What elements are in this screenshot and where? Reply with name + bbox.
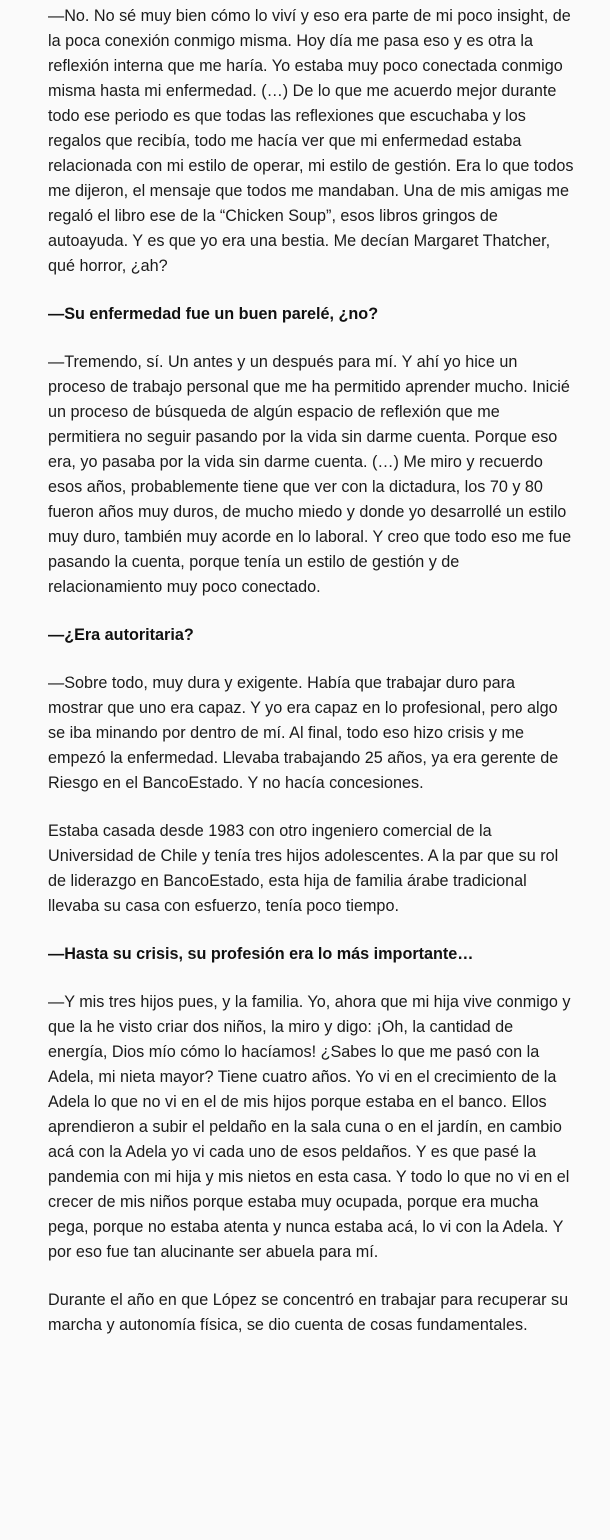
answer-paragraph: —Y mis tres hijos pues, y la familia. Yo, ahora que mi hija vive conmigo y que la he visto criar dos niños, la miro y digo: ¡Oh, la cantidad de energía, Dios mío cómo lo hacíamos! ¿Sabes lo que me pasó con la Adela, mi nieta mayor? Tiene cuatro años. Yo vi en el crecimiento de la Adela lo que no vi en el de mis hijos porque estaba en el banco. Ellos aprendieron a subir el peldaño en la sala cuna o en el jardín, en cambio acá con la Adela yo vi cada uno de esos peldaños. Y es que pasé la pandemia con mi hija y mis nietos en esta casa. Y todo lo que no vi en el crecer de mis niños porque estaba muy ocupada, porque era mucha pega, porque no estaba atenta y nunca estaba acá, lo vi con la Adela. Y por eso fue tan alucinante ser abuela para mí. (48, 993, 571, 1261)
answer-paragraph: —Tremendo, sí. Un antes y un después para mí. Y ahí yo hice un proceso de trabajo personal que me ha permitido aprender mucho. Inicié un proceso de búsqueda de algún espacio de reflexión que me permitiera no seguir pasando por la vida sin darme cuenta. Porque eso era, yo pasaba por la vida sin darme cuenta. (…) Me miro y recuerdo esos años, probablemente tiene que ver con la dictadura, los 70 y 80 fueron años muy duros, de mucho miedo y donde yo desarrollé un estilo muy duro, también muy acorde en lo laboral. Y creo que todo eso me fue pasando la cuenta, porque tenía un estilo de gestión y de relacionamiento muy poco conectado. (48, 353, 572, 596)
narrative-paragraph: Durante el año en que López se concentró en trabajar para recuperar su marcha y autonomía física, se dio cuenta de cosas fundamentales. (48, 1291, 569, 1334)
answer-paragraph: —No. No sé muy bien cómo lo viví y eso era parte de mi poco insight, de la poca conexión conmigo misma. Hoy día me pasa eso y es otra la reflexión interna que me haría. Yo estaba muy poco conectada conmigo misma hasta mi enfermedad. (…) De lo que me acuerdo mejor durante todo ese periodo es que todas las reflexiones que escuchaba y los regalos que recibía, todo me hacía ver que mi enfermedad estaba relacionada con mi estilo de operar, mi estilo de gestión. Era lo que todos me dijeron, el mensaje que todos me mandaban. Una de mis amigas me regaló el libro ese de la “Chicken Soup”, esos libros gringos de autoayuda. Y es que yo era una bestia. Me decían Margaret Thatcher, qué horror, ¿ah? (48, 7, 574, 275)
interview-question: —¿Era autoritaria? (48, 626, 194, 644)
interview-question: —Su enfermedad fue un buen parelé, ¿no? (48, 305, 379, 323)
narrative-paragraph: Estaba casada desde 1983 con otro ingeniero comercial de la Universidad de Chile y tenía tres hijos adolescentes. A la par que su rol de liderazgo en BancoEstado, esta hija de familia árabe tradicional llevaba su casa con esfuerzo, tenía poco tiempo. (48, 822, 559, 915)
answer-paragraph: —Sobre todo, muy dura y exigente. Había que trabajar duro para mostrar que uno era capaz. Y yo era capaz en lo profesional, pero algo se iba minando por dentro de mí. Al final, todo eso hizo crisis y me empezó la enfermedad. Llevaba trabajando 25 años, ya era gerente de Riesgo en el BancoEstado. Y no hacía concesiones. (48, 674, 559, 792)
interview-question: —Hasta su crisis, su profesión era lo más importante… (48, 945, 474, 963)
